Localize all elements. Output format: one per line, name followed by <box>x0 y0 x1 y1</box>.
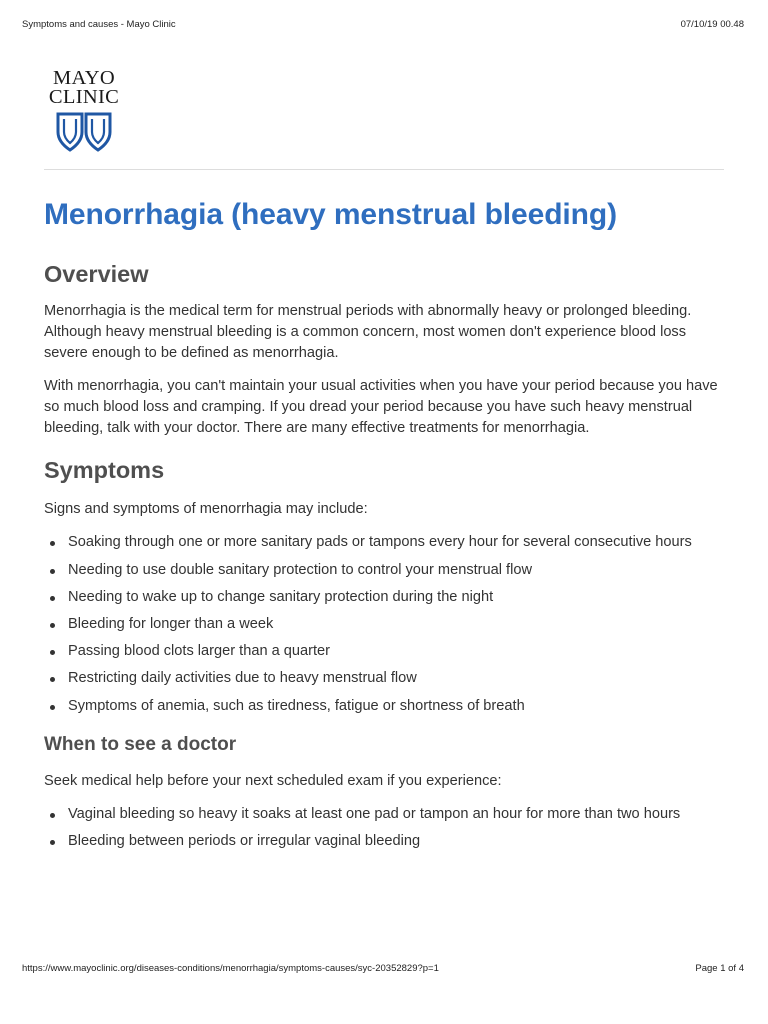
print-timestamp: 07/10/19 00.48 <box>680 19 744 30</box>
symptoms-list <box>44 532 728 716</box>
page-title: Menorrhagia (heavy menstrual bleeding) <box>44 198 617 231</box>
page-indicator: Page 1 of 4 <box>695 963 744 974</box>
logo-wordmark-line2: CLINIC <box>48 86 120 108</box>
mayo-clinic-logo[interactable] <box>44 69 124 153</box>
article-content <box>44 192 728 852</box>
overview-paragraph-1: Menorrhagia is the medical term for menstrual periods with abnormally heavy or prolonged bleeding. Although heavy menstrual bleeding is a common concern, most women don't experience blood loss severe enough to be defined as menorrhagia. <box>44 303 692 362</box>
list-item: Symptoms of anemia, such as tiredness, fatigue or shortness of breath <box>44 696 728 717</box>
header-divider <box>44 169 724 170</box>
list-item: Needing to wake up to change sanitary protection during the night <box>44 587 728 608</box>
symptoms-heading: Symptoms <box>44 457 165 484</box>
list-item: Soaking through one or more sanitary pads or tampons every hour for several consecutive hours <box>44 532 728 553</box>
when-to-see-doctor-heading: When to see a doctor <box>44 733 237 755</box>
list-item: Bleeding between periods or irregular vaginal bleeding <box>44 831 728 852</box>
symptoms-intro: Signs and symptoms of menorrhagia may include: <box>44 501 368 518</box>
print-footer <box>22 963 744 977</box>
logo-wordmark-line1: MAYO <box>53 67 115 89</box>
shield-icon <box>54 110 114 154</box>
overview-paragraph-2: With menorrhagia, you can't maintain your usual activities when you have your period because you have so much blood loss and cramping. If you dread your period because you have such heavy menstrual bleeding, talk with your doctor. There are many effective treatments for menorrhagia. <box>44 377 718 437</box>
when-to-see-doctor-list <box>44 804 728 852</box>
print-header <box>22 19 744 33</box>
when-to-see-doctor-intro: Seek medical help before your next scheduled exam if you experience: <box>44 772 502 789</box>
overview-heading: Overview <box>44 261 149 287</box>
list-item: Bleeding for longer than a week <box>44 614 728 635</box>
list-item: Vaginal bleeding so heavy it soaks at least one pad or tampon an hour for more than two hours <box>44 804 728 825</box>
list-item: Passing blood clots larger than a quarter <box>44 641 728 662</box>
list-item: Needing to use double sanitary protection to control your menstrual flow <box>44 560 728 581</box>
print-url[interactable]: https://www.mayoclinic.org/diseases-conditions/menorrhagia/symptoms-causes/syc-20352829?p=1 <box>22 963 439 974</box>
print-page-title: Symptoms and causes - Mayo Clinic <box>22 19 176 30</box>
list-item: Restricting daily activities due to heavy menstrual flow <box>44 668 728 689</box>
